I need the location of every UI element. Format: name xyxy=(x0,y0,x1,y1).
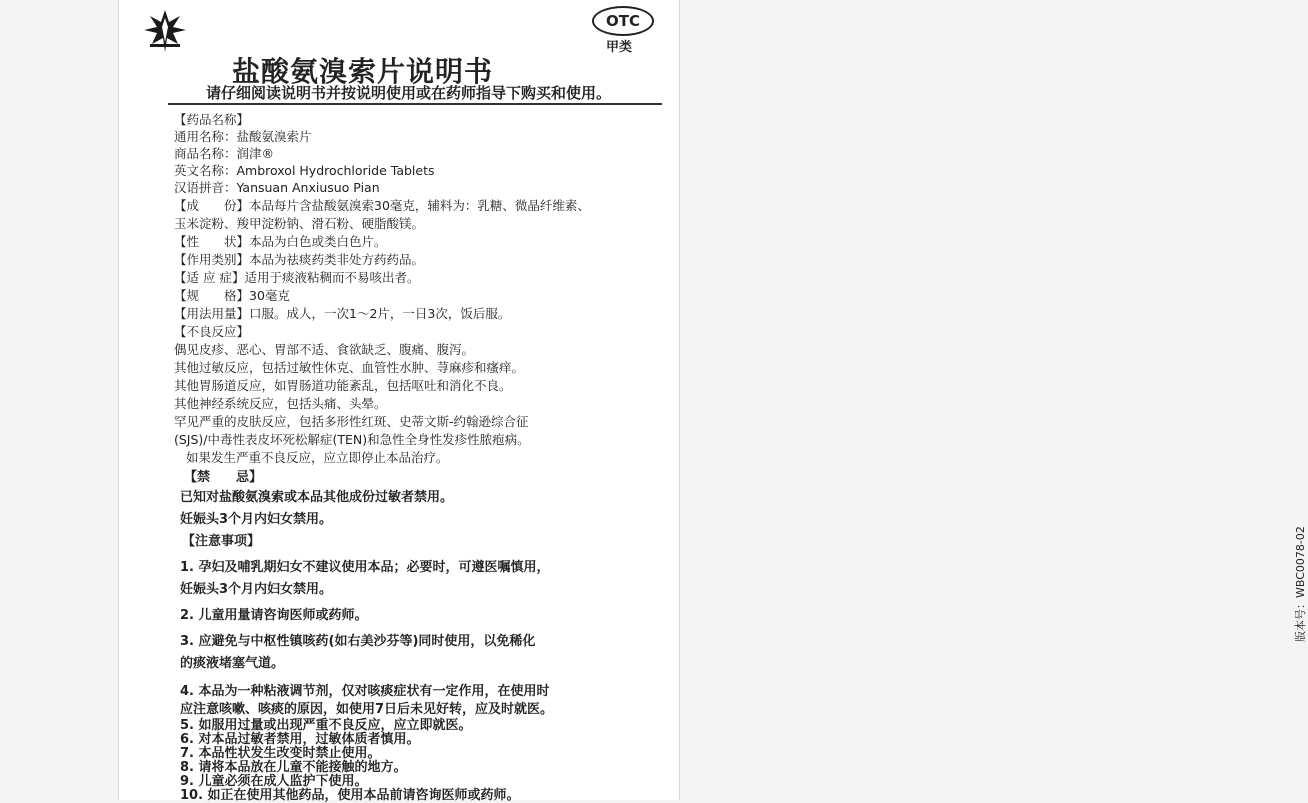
adverse-line-3: 其他胃肠道反应，如胃肠道功能紊乱，包括呕吐和消化不良。 xyxy=(174,378,512,393)
ingredients-line-1: 【成 份】本品每片含盐酸氨溴索30毫克，辅料为：乳糖、微晶纤维素、 xyxy=(174,198,590,213)
category: 【作用类别】本品为祛痰药类非处方药药品。 xyxy=(174,252,425,267)
indications: 【适 应 症】适用于痰液粘稠而不易咳出者。 xyxy=(174,270,420,285)
precaution-1-line-1: 1. 孕妇及哺乳期妇女不建议使用本品；必要时，可遵医嘱慎用， xyxy=(180,560,550,575)
adverse-line-7: 如果发生严重不良反应，应立即停止本品治疗。 xyxy=(186,450,449,465)
precaution-4-line-2: 应注意咳嗽、咳痰的原因，如使用7日后未见好转，应及时就医。 xyxy=(180,702,554,717)
header-divider xyxy=(168,103,662,105)
ingredients-line-2: 玉米淀粉、羧甲淀粉钠、滑石粉、硬脂酸镁。 xyxy=(174,216,425,231)
precaution-6: 6. 对本品过敏者禁用，过敏体质者慎用。 xyxy=(180,732,420,747)
precaution-7: 7. 本品性状发生改变时禁止使用。 xyxy=(180,746,381,761)
precaution-10: 10. 如正在使用其他药品，使用本品前请咨询医师或药师。 xyxy=(180,788,520,803)
english-name: 英文名称：Ambroxol Hydrochloride Tablets xyxy=(174,163,435,178)
version-number: 版本号：WBC0078-02 xyxy=(1294,526,1307,642)
appearance: 【性 状】本品为白色或类白色片。 xyxy=(174,234,387,249)
precaution-5: 5. 如服用过量或出现严重不良反应，应立即就医。 xyxy=(180,718,472,733)
precaution-3-line-2: 的痰液堵塞气道。 xyxy=(180,656,285,671)
precaution-1-line-2: 妊娠头3个月内妇女禁用。 xyxy=(180,582,333,597)
section-heading-adverse: 【不良反应】 xyxy=(174,324,250,339)
adverse-line-6: (SJS)/中毒性表皮坏死松解症(TEN)和急性全身性发疹性脓疱病。 xyxy=(174,432,530,447)
otc-badge: OTC xyxy=(592,6,654,36)
precaution-2: 2. 儿童用量请咨询医师或药师。 xyxy=(180,608,368,623)
adverse-line-4: 其他神经系统反应，包括头痛、头晕。 xyxy=(174,396,387,411)
contraindication-line-1: 已知对盐酸氨溴索或本品其他成份过敏者禁用。 xyxy=(180,490,454,505)
brand-logo-icon xyxy=(142,8,188,54)
trade-name: 商品名称：润津® xyxy=(174,146,275,161)
pinyin-name: 汉语拼音：Yansuan Anxiusuo Pian xyxy=(174,180,380,195)
specification: 【规 格】30毫克 xyxy=(174,288,290,303)
precaution-4-line-1: 4. 本品为一种粘液调节剂，仅对咳痰症状有一定作用，在使用时 xyxy=(180,684,550,699)
precaution-3-line-1: 3. 应避免与中枢性镇咳药(如右美沙芬等)同时使用，以免稀化 xyxy=(180,634,536,649)
section-heading-precautions: 【注意事项】 xyxy=(182,534,261,549)
adverse-line-2: 其他过敏反应，包括过敏性休克、血管性水肿、荨麻疹和瘙痒。 xyxy=(174,360,525,375)
contraindication-line-2: 妊娠头3个月内妇女禁用。 xyxy=(180,512,333,527)
adverse-line-1: 偶见皮疹、恶心、胃部不适、食欲缺乏、腹痛、腹泻。 xyxy=(174,342,475,357)
precaution-8: 8. 请将本品放在儿童不能接触的地方。 xyxy=(180,760,407,775)
section-heading-contraindications: 【禁 忌】 xyxy=(184,470,263,485)
otc-class-label: 甲类 xyxy=(606,40,633,55)
page-title: 盐酸氨溴索片说明书 xyxy=(232,55,494,88)
adverse-line-5: 罕见严重的皮肤反应，包括多形性红斑、史蒂文斯-约翰逊综合征 xyxy=(174,414,529,429)
precaution-9: 9. 儿童必须在成人监护下使用。 xyxy=(180,774,368,789)
usage-notice: 请仔细阅读说明书并按说明使用或在药师指导下购买和使用。 xyxy=(206,84,612,102)
dosage: 【用法用量】口服。成人，一次1～2片，一日3次，饭后服。 xyxy=(174,306,511,321)
section-heading-name: 【药品名称】 xyxy=(174,112,250,127)
generic-name: 通用名称：盐酸氨溴索片 xyxy=(174,129,312,144)
